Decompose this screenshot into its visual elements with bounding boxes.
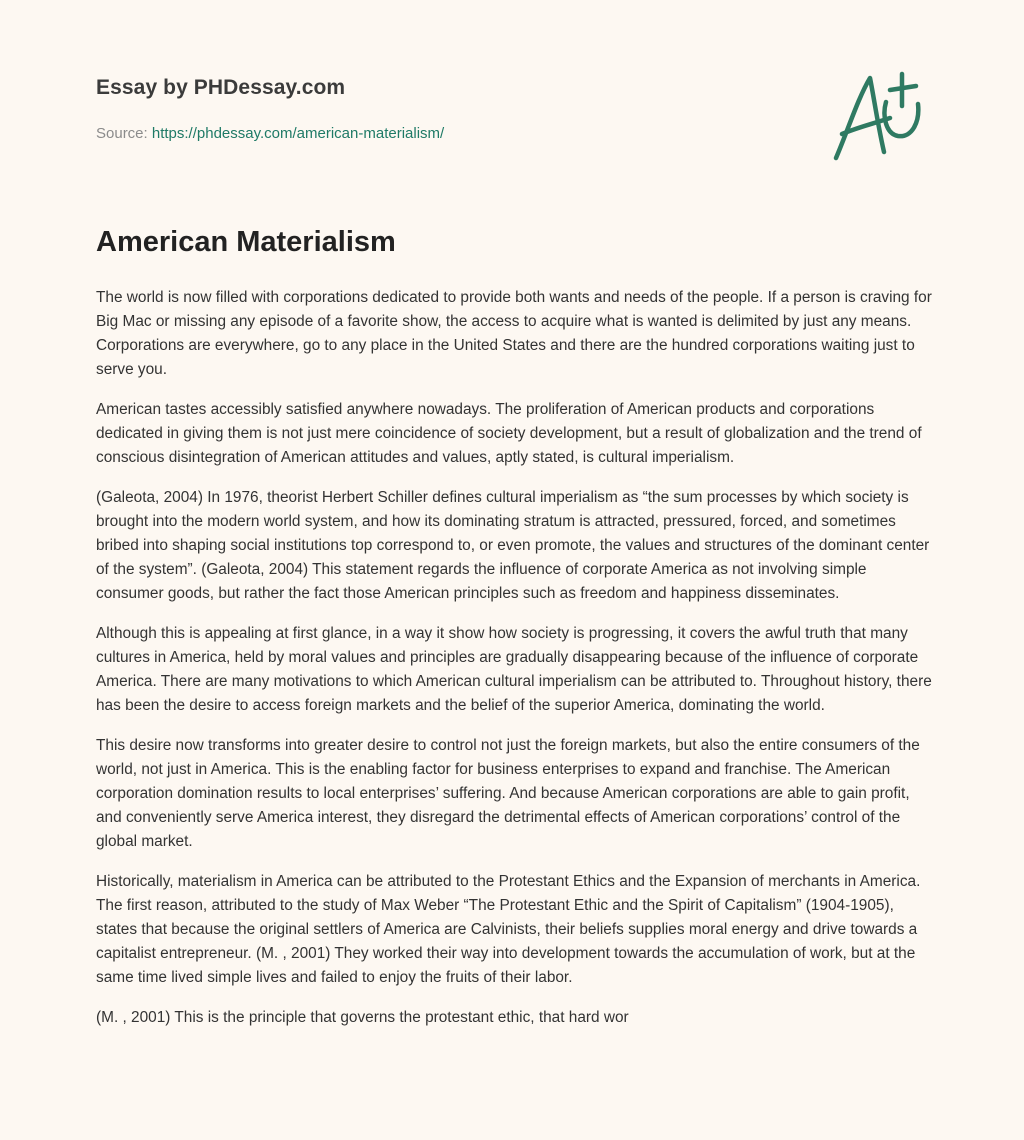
paragraph: Historically, materialism in America can be attributed to the Protestant Ethics and the Expansion of merchants in America. The first reason, attributed to the study of Max Weber “The Protestant Ethic and the Spirit of Capitalism” (1904-1905), states that because the original settlers of America are Calvinists, their beliefs supplies moral energy and drive towards a capitalist entrepreneur. (M. , 2001) They worked their way into development towards the accumulation of work, but at the same time lived simple lives and failed to enjoy the fruits of their labor. bbox=[96, 873, 921, 986]
paragraph: American tastes accessibly satisfied anywhere nowadays. The proliferation of American products and corporations dedicated in giving them is not just mere coincidence of society development, but a result of globalization and the trend of conscious disintegration of American attitudes and values, aptly stated, is cultural imperialism. bbox=[96, 401, 922, 466]
paragraph: The world is now filled with corporations dedicated to provide both wants and needs of the people. If a person is craving for Big Mac or missing any episode of a favorite show, the access to acquire what is wanted is delimited by just any means. Corporations are everywhere, go to any place in the United States and there are the hundred corporations waiting just to serve you. bbox=[96, 289, 932, 378]
paragraph: (M. , 2001) This is the principle that governs the protestant ethic, that hard wor bbox=[96, 1009, 629, 1026]
page-header bbox=[96, 76, 928, 176]
paragraph: Although this is appealing at first glance, in a way it show how society is progressing, it covers the awful truth that many cultures in America, held by moral values and principles are gradually disappearing because of the influence of corporate America. There are many motivations to which American cultural imperialism can be attributed to. Throughout history, there has been the desire to access foreign markets and the belief of the superior America, dominating the world. bbox=[96, 625, 932, 714]
a-plus-logo-icon bbox=[828, 68, 928, 164]
source-label: Source: bbox=[96, 125, 152, 142]
paragraph: (Galeota, 2004) In 1976, theorist Herbert Schiller defines cultural imperialism as “the sum processes by which society is brought into the modern world system, and how its dominating stratum is attracted, pressured, forced, and sometimes bribed into shaping social institutions top correspond to, or even promote, the values and structures of the dominant center of the system”. (Galeota, 2004) This statement regards the influence of corporate America as not involving simple consumer goods, but rather the fact those American principles such as freedom and happiness disseminates. bbox=[96, 489, 930, 602]
article-title: American Materialism bbox=[96, 226, 396, 258]
source-line bbox=[96, 125, 444, 142]
source-link[interactable]: https://phdessay.com/american-materialism/ bbox=[151, 125, 445, 142]
paragraph: This desire now transforms into greater desire to control not just the foreign markets, but also the entire consumers of the world, not just in America. This is the enabling factor for business enterprises to expand and franchise. The American corporation domination results to local enterprises’ suffering. And because American corporations are able to gain profit, and conveniently serve America interest, they disregard the detrimental effects of American corporations’ control of the global market. bbox=[96, 737, 920, 850]
brand-title: Essay by PHDessay.com bbox=[96, 76, 346, 99]
article-body bbox=[96, 286, 932, 1046]
